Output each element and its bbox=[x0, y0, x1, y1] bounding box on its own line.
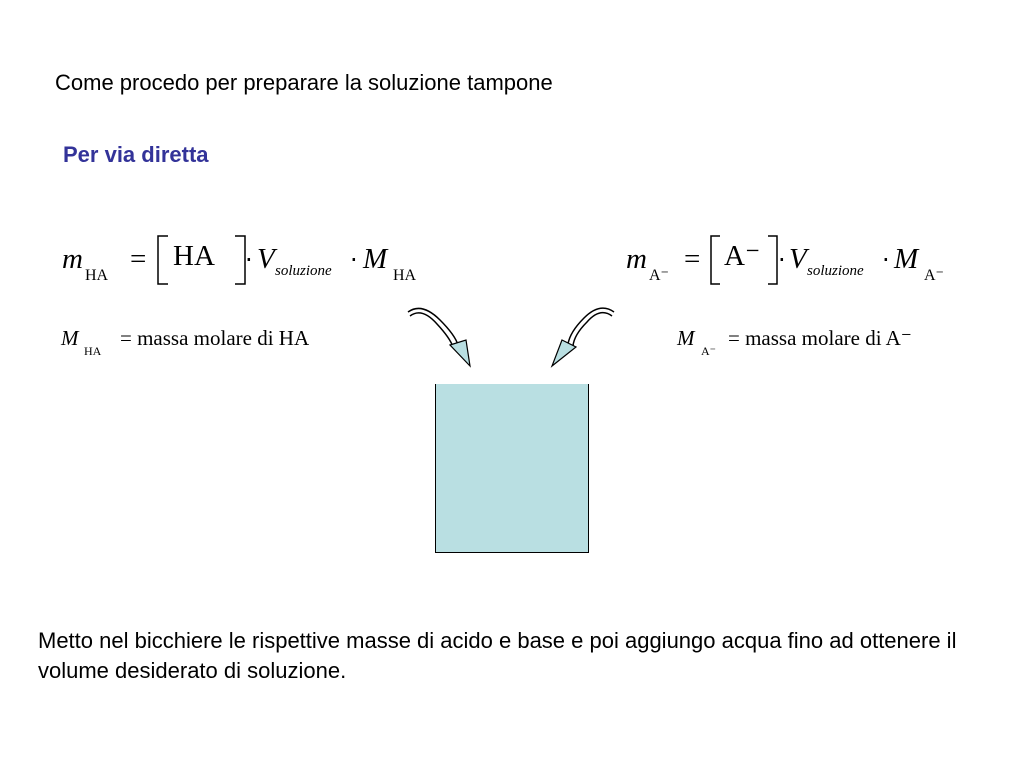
volume-symbol: V bbox=[789, 243, 807, 275]
molar-mass-subscript: HA bbox=[393, 267, 417, 284]
molar-mass-symbol: M bbox=[894, 243, 919, 275]
equals-sign: = bbox=[130, 243, 147, 275]
beaker-icon bbox=[435, 384, 589, 553]
slide-footer-text: Metto nel bicchiere le rispettive masse di acido e base e poi aggiungo acqua fino ad ottenere il volume desiderato di soluzione. bbox=[38, 628, 957, 683]
placeholder-square-icon: · bbox=[882, 246, 890, 274]
definition-subscript: HA bbox=[84, 344, 102, 358]
mass-symbol: m bbox=[626, 243, 647, 275]
volume-subscript: soluzione bbox=[807, 263, 864, 279]
volume-symbol: V bbox=[257, 243, 275, 275]
slide-subtitle: Per via diretta bbox=[63, 142, 209, 167]
concentration-species: HA bbox=[173, 240, 215, 272]
definition-text: = massa molare di A⁻ bbox=[728, 326, 912, 350]
definition-subscript: A⁻ bbox=[701, 344, 716, 358]
mass-subscript: A⁻ bbox=[649, 267, 669, 284]
equals-sign: = bbox=[684, 243, 701, 275]
molar-mass-subscript: A⁻ bbox=[924, 267, 944, 284]
mass-symbol: m bbox=[62, 243, 83, 275]
placeholder-square-icon: · bbox=[350, 246, 358, 274]
slide-title: Come procedo per preparare la soluzione tampone bbox=[55, 70, 553, 95]
definition-symbol: M bbox=[677, 326, 695, 350]
definition-text: = massa molare di HA bbox=[120, 326, 310, 350]
placeholder-square-icon: · bbox=[778, 246, 786, 274]
definition-symbol: M bbox=[61, 326, 79, 350]
mass-subscript: HA bbox=[85, 267, 109, 284]
concentration-species: A⁻ bbox=[724, 240, 761, 272]
molar-mass-symbol: M bbox=[363, 243, 388, 275]
placeholder-square-icon: · bbox=[245, 246, 253, 274]
volume-subscript: soluzione bbox=[275, 263, 332, 279]
